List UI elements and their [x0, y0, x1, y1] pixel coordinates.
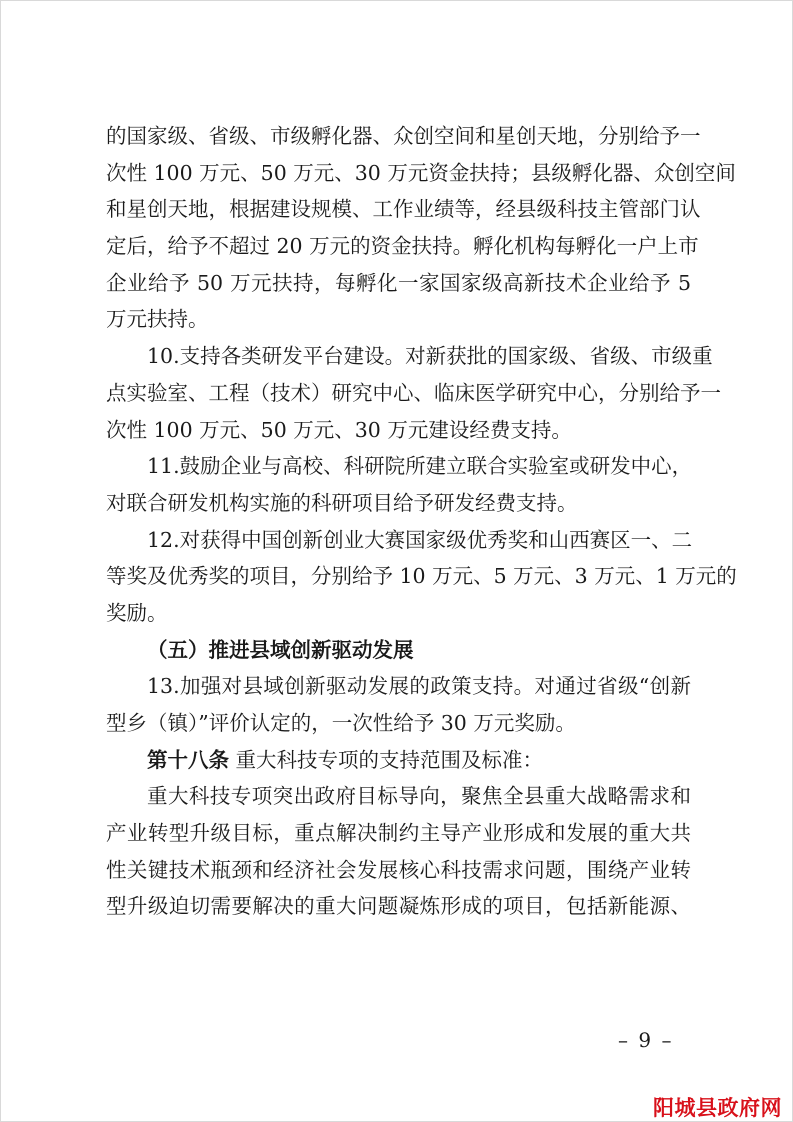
text-line: 对联合研发机构实施的科研项目给予研发经费支持。 — [106, 490, 578, 515]
text-line: 11.鼓励企业与高校、科研院所建立联合实验室或研发中心， — [147, 454, 693, 479]
text-line: 13.加强对县域创新驱动发展的政策支持。对通过省级“创新 — [147, 674, 691, 699]
text-line: 的国家级、省级、市级孵化器、众创空间和星创天地，分别给予一 — [106, 124, 701, 148]
text-line: 等奖及优秀奖的项目，分别给予 10 万元、5 万元、3 万元、1 万元的 — [106, 564, 737, 589]
text-line: 和星创天地，根据建设规模、工作业绩等，经县级科技主管部门认 — [106, 197, 701, 222]
document-body — [106, 118, 737, 925]
text-line: 次性 100 万元、50 万元、30 万元建设经费支持。 — [106, 417, 572, 442]
page-number: – 9 – — [618, 1028, 674, 1052]
paragraph-item-10 — [106, 338, 721, 448]
text-line: 12.对获得中国创新创业大赛国家级优秀奖和山西赛区一、二 — [147, 527, 693, 552]
paragraph-item-12 — [106, 522, 737, 632]
paragraph-item-13 — [106, 668, 691, 741]
site-watermark: 阳城县政府网 — [653, 1096, 782, 1120]
text-line: 奖励。 — [106, 600, 168, 625]
paragraph-major-projects — [106, 778, 691, 925]
text-line: 产业转型升级目标，重点解决制约主导产业形成和发展的重大共 — [106, 821, 691, 846]
text-line: 万元扶持。 — [106, 307, 209, 332]
article-title: 重大科技专项的支持范围及标准： — [235, 747, 544, 772]
text-line: 型乡（镇）”评价认定的，一次性给予 30 万元奖励。 — [106, 711, 576, 735]
text-line: 10.支持各类研发平台建设。对新获批的国家级、省级、市级重 — [147, 344, 713, 369]
text-line: 性关键技术瓶颈和经济社会发展核心科技需求问题，围绕产业转 — [106, 857, 691, 882]
text-line — [106, 742, 691, 779]
text-line: 企业给予 50 万元扶持，每孵化一家国家级高新技术企业给予 5 — [106, 270, 691, 295]
text-line: 次性 100 万元、50 万元、30 万元资金扶持；县级孵化器、众创空间 — [106, 160, 736, 185]
article-label: 第十八条 — [147, 747, 229, 772]
text-line: 点实验室、工程（技术）研究中心、临床医学研究中心，分别给予一 — [106, 380, 721, 405]
paragraph-item-11 — [106, 448, 691, 521]
text-line: 重大科技专项突出政府目标导向，聚焦全县重大战略需求和 — [147, 784, 691, 809]
section-heading: （五）推进县域创新驱动发展 — [147, 637, 414, 662]
section-heading-5 — [106, 632, 691, 669]
text-line: 型升级迫切需要解决的重大问题凝炼形成的项目，包括新能源、 — [106, 894, 691, 919]
text-line: 定后，给予不超过 20 万元的资金扶持。孵化机构每孵化一户上市 — [106, 234, 699, 259]
paragraph-incubator-support — [106, 118, 736, 338]
article-18 — [106, 742, 691, 779]
